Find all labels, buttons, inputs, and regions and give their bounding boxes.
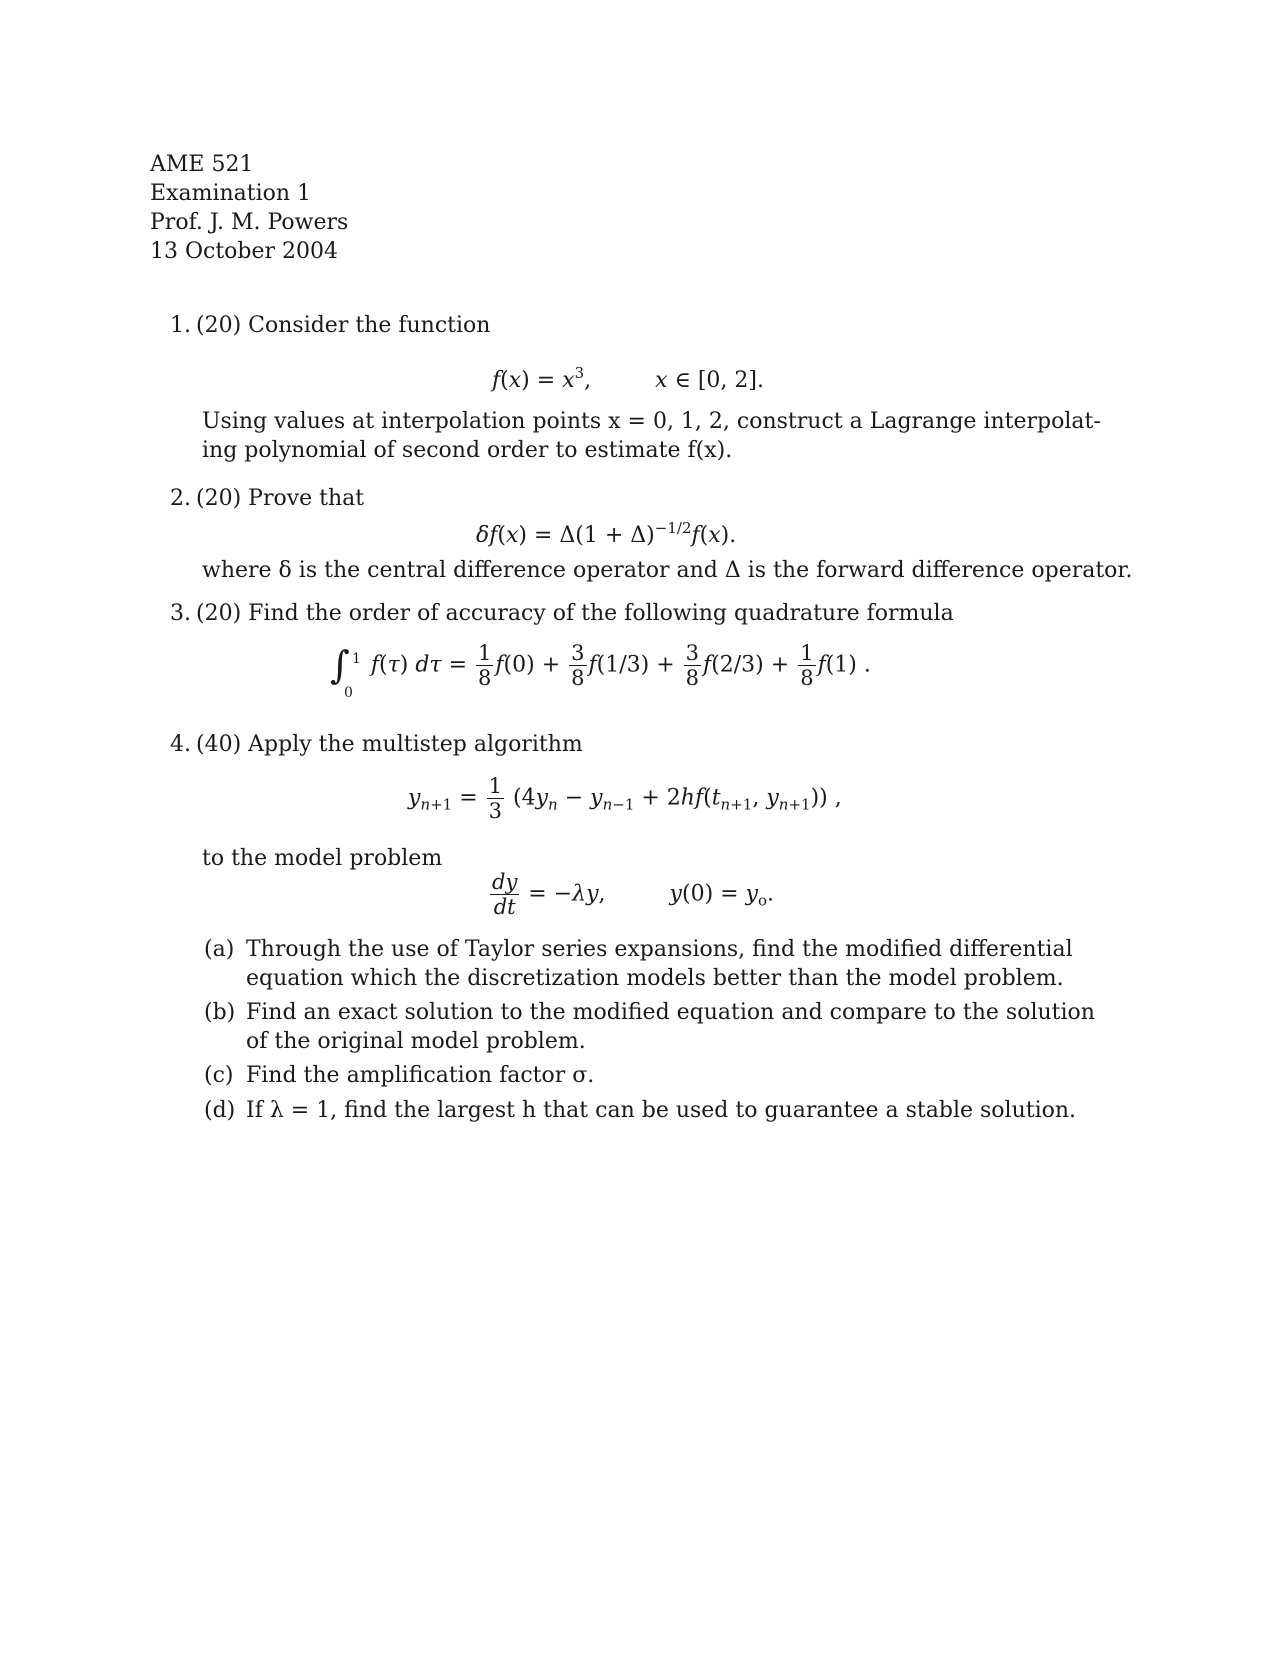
equation-function: $f(x) = x^3$, x ∈ [0, 2]. bbox=[492, 364, 764, 393]
part-label: (d) bbox=[204, 1098, 236, 1123]
equation-multistep: $y_{n+1}$ = $\frac{1}{3}$ ($4y_n - y_{n-1} + 2hf(t_{n+1}$, $y_{n+1}$)) , bbox=[408, 774, 842, 823]
equation-model-problem: $\frac{dy}{dt}$ = −λy, $y(0) = y_o$. bbox=[492, 870, 775, 919]
part-label: (a) bbox=[204, 937, 235, 962]
exam-header bbox=[150, 150, 348, 266]
question-number: 3. bbox=[170, 601, 191, 626]
question-body-line: ing polynomial of second order to estimate f(x). bbox=[202, 438, 733, 463]
question-number: 1. bbox=[170, 313, 191, 338]
question-body-line: where δ is the central difference operator and Δ is the forward difference operator. bbox=[202, 558, 1133, 583]
question-number: 2. bbox=[170, 486, 191, 511]
exam-date: 13 October 2004 bbox=[150, 239, 339, 264]
question-body-line: Using values at interpolation points x = 0, 1, 2, construct a Lagrange interpolat- bbox=[202, 409, 1101, 434]
part-text-line: Find an exact solution to the modified equation and compare to the solution bbox=[246, 1000, 1095, 1025]
equation-quadrature: ∫ 1 0 f(τ) dτ = $\frac{1}{8}$ f(0) + $\frac{3}{8}$ f(1/3) + $\frac{3}{8}$ f(2/3) + $\frac{1}{8}$ f(1) . bbox=[330, 641, 871, 701]
course-code: AME 521 bbox=[150, 152, 254, 177]
question-prompt: (20) Find the order of accuracy of the following quadrature formula bbox=[196, 601, 954, 626]
part-text-line: of the original model problem. bbox=[246, 1029, 586, 1054]
part-text-line: equation which the discretization models better than the model problem. bbox=[246, 966, 1064, 991]
part-label: (b) bbox=[204, 1000, 236, 1025]
part-text-line: If λ = 1, find the largest h that can be used to guarantee a stable solution. bbox=[246, 1098, 1077, 1123]
equation-operator-identity: $\delta f(x) = \Delta(1 + \Delta)^{-1/2}f(x)$. bbox=[476, 519, 737, 548]
question-body-line: to the model problem bbox=[202, 846, 443, 871]
question-number: 4. bbox=[170, 732, 191, 757]
question-prompt: (20) Consider the function bbox=[196, 313, 491, 338]
question-prompt: (40) Apply the multistep algorithm bbox=[196, 732, 583, 757]
part-text-line: Find the amplification factor σ. bbox=[246, 1063, 595, 1088]
exam-title: Examination 1 bbox=[150, 181, 312, 206]
part-text-line: Through the use of Taylor series expansions, find the modified differential bbox=[246, 937, 1073, 962]
professor-name: Prof. J. M. Powers bbox=[150, 210, 349, 235]
question-prompt: (20) Prove that bbox=[196, 486, 365, 511]
part-label: (c) bbox=[204, 1063, 234, 1088]
